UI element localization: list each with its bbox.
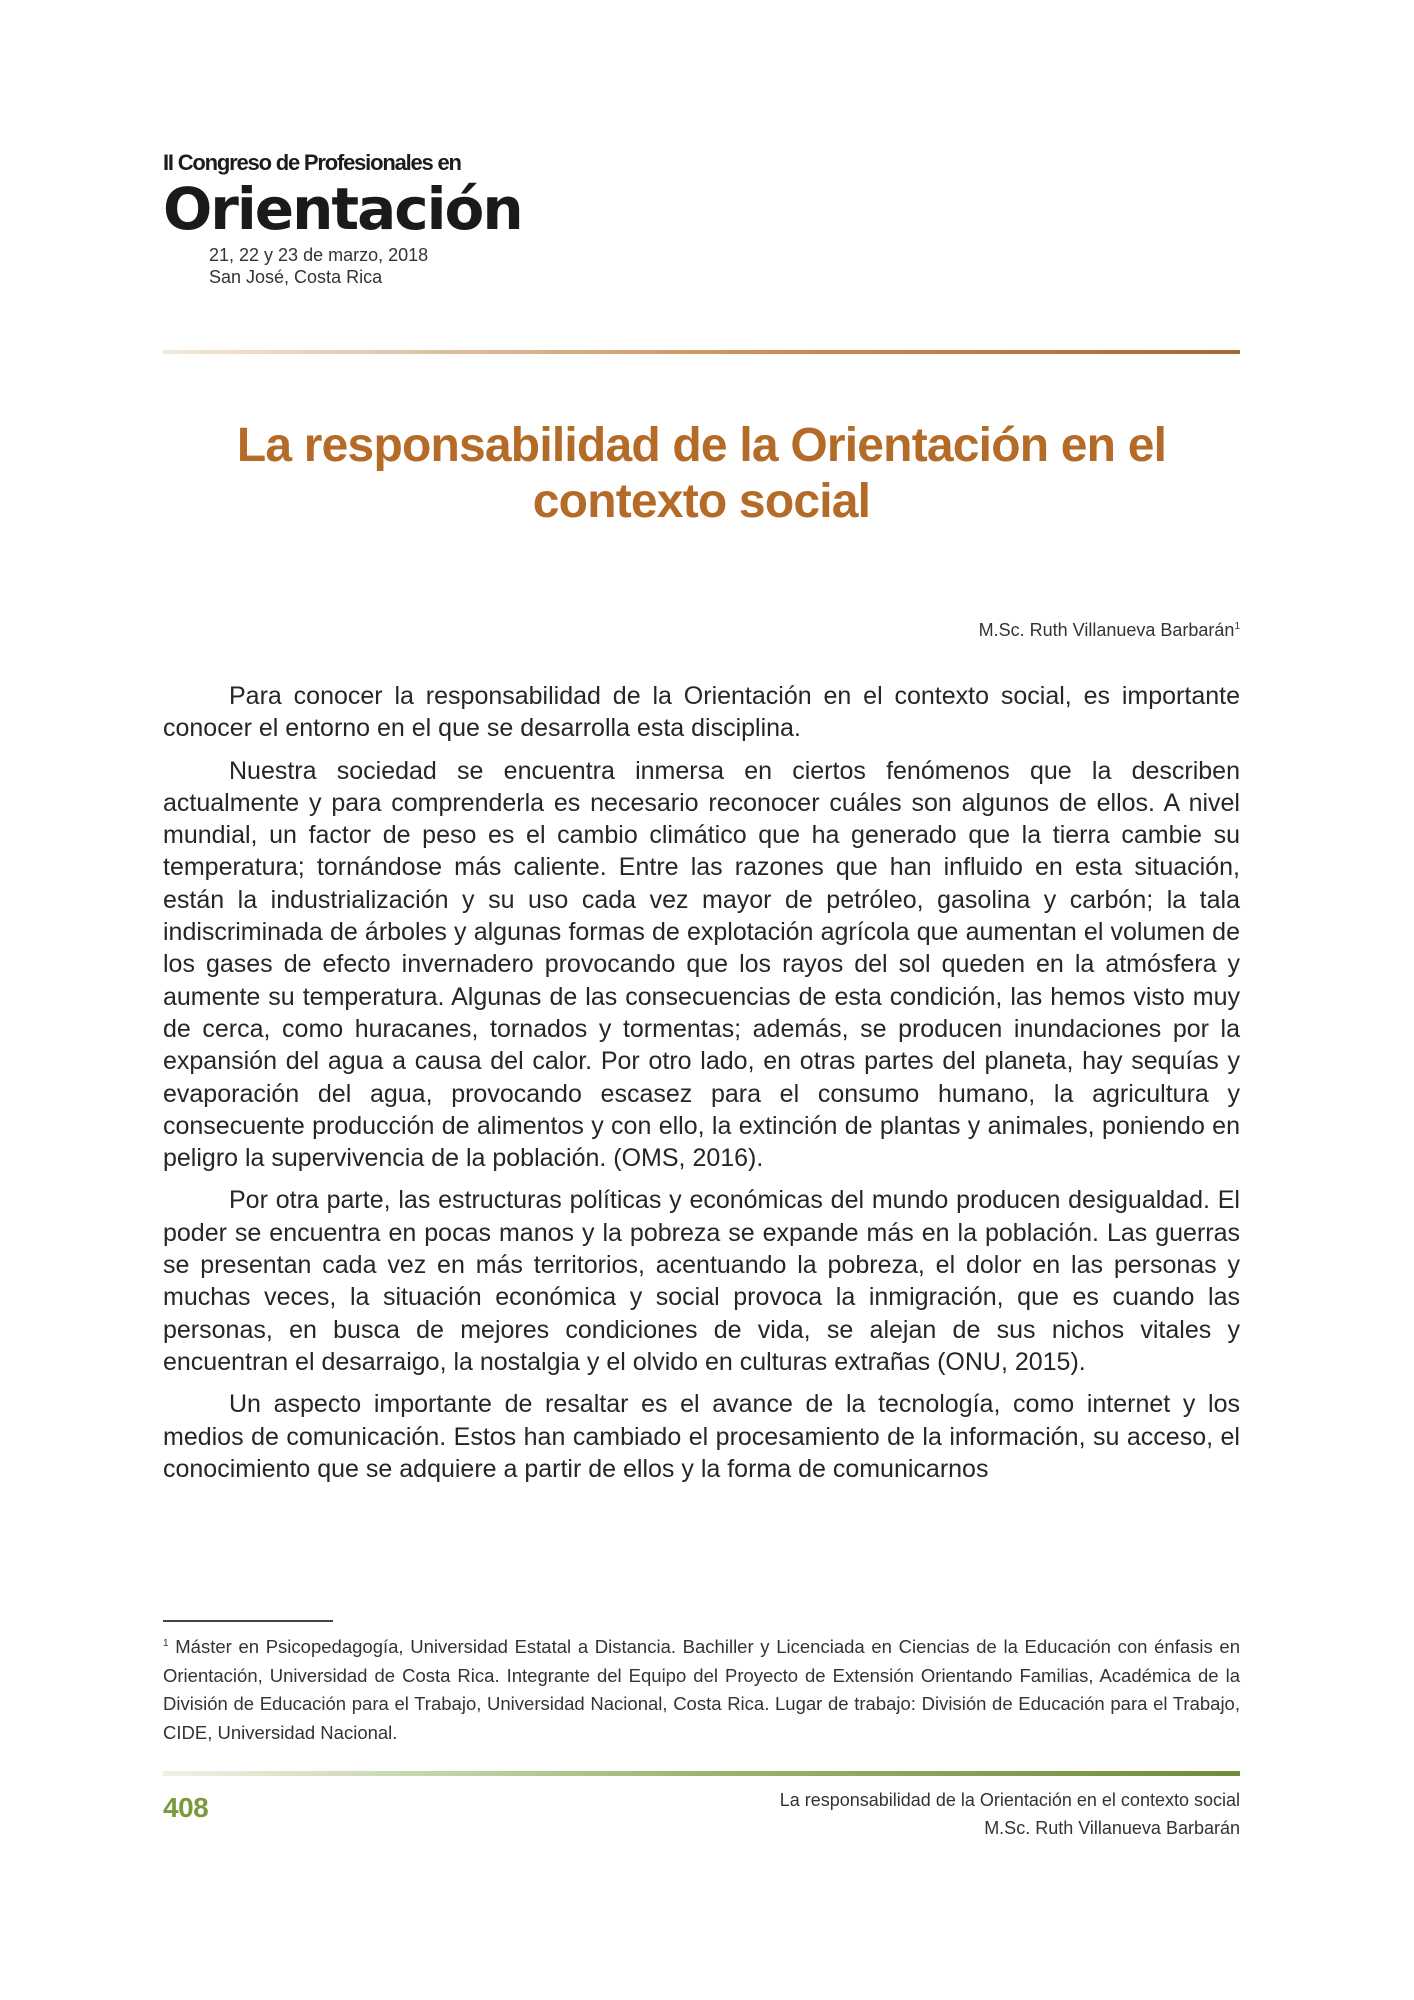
footnote-text: Máster en Psicopedagogía, Universidad Estatal a Distancia. Bachiller y Licenciada en Ciencias de la Educación con énfasis en Orientación, Universidad de Costa Rica. Integrante del Equipo del Proyecto de Extensión Orientando Familias, Académica de la División de Educación para el Trabajo, Universidad Nacional, Costa Rica. Lugar de trabajo: División de Educación para el Trabajo, CIDE, Universidad Nacional. xyxy=(163,1636,1241,1743)
running-author: M.Sc. Ruth Villanueva Barbarán xyxy=(984,1818,1240,1838)
header-divider xyxy=(163,350,1240,354)
congress-place: San José, Costa Rica xyxy=(209,267,383,287)
author-line xyxy=(163,620,1240,641)
body-text xyxy=(163,680,1240,1495)
footnote-divider xyxy=(163,1620,333,1622)
title-line-1: La responsabilidad de la Orientación en el xyxy=(236,419,1167,472)
author-name: M.Sc. Ruth Villanueva Barbarán xyxy=(978,620,1235,640)
logo-top-text: II Congreso de Profesionales en xyxy=(163,150,461,175)
author-footnote-mark: 1 xyxy=(1234,621,1240,632)
title-line-2: contexto social xyxy=(532,475,871,528)
paragraph: Nuestra sociedad se encuentra inmersa en ciertos fenómenos que la describen actualmente y para comprenderla es necesario reconocer cuáles son algunos de ellos. A nivel mundial, un factor de peso es el cambio climático que ha generado que la tierra cambie su temperatura; tornándose más caliente. Entre las razones que han influido en esta situación, están la industrialización y su uso cada vez mayor de petróleo, gasolina y carbón; la tala indiscriminada de árboles y algunas formas de explotación agrícola que aumentan el volumen de los gases de efecto invernadero provocando que los rayos del sol queden en la atmósfera y aumente su temperatura. Algunas de las consecuencias de esta condición, las hemos visto muy de cerca, como huracanes, tornados y tormentas; además, se producen inundaciones por la expansión del agua a causa del calor. Por otro lado, en otras partes del planeta, hay sequías y evaporación del agua, provocando escasez para el consumo humano, la agricultura y consecuente producción de alimentos y con ello, la extinción de plantas y animales, poniendo en peligro la supervivencia de la población. (OMS, 2016). xyxy=(163,756,1240,1173)
running-title: La responsabilidad de la Orientación en el contexto social xyxy=(779,1790,1240,1810)
logo-main-text: Orientación xyxy=(163,175,522,243)
congress-logo xyxy=(163,150,523,288)
paragraph: Un aspecto importante de resaltar es el avance de la tecnología, como internet y los medios de comunicación. Estos han cambiado el procesamiento de la información, su acceso, el conocimiento que se adquiere a partir de ellos y la forma de comunicarnos xyxy=(163,1390,1240,1483)
footer-divider xyxy=(163,1771,1240,1776)
running-footer xyxy=(600,1786,1240,1842)
page-number: 408 xyxy=(163,1792,209,1823)
paper-title xyxy=(163,418,1240,530)
paragraph: Para conocer la responsabilidad de la Orientación en el contexto social, es importante conocer el entorno en el que se desarrolla esta disciplina. xyxy=(163,682,1240,743)
paragraph: Por otra parte, las estructuras políticas y económicas del mundo producen desigualdad. El poder se encuentra en pocas manos y la pobreza se expande más en la población. Las guerras se presentan cada vez en más territorios, acentuando la pobreza, el dolor en las personas y muchas veces, la situación económica y social provoca la inmigración, que es cuando las personas, en busca de mejores condiciones de vida, se alejan de sus nichos vitales y encuentran el desarraigo, la nostalgia y el olvido en culturas extrañas (ONU, 2015). xyxy=(163,1186,1240,1376)
congress-dates: 21, 22 y 23 de marzo, 2018 xyxy=(209,245,429,265)
footnote xyxy=(163,1630,1240,1747)
footnote-mark: 1 xyxy=(163,1638,169,1649)
